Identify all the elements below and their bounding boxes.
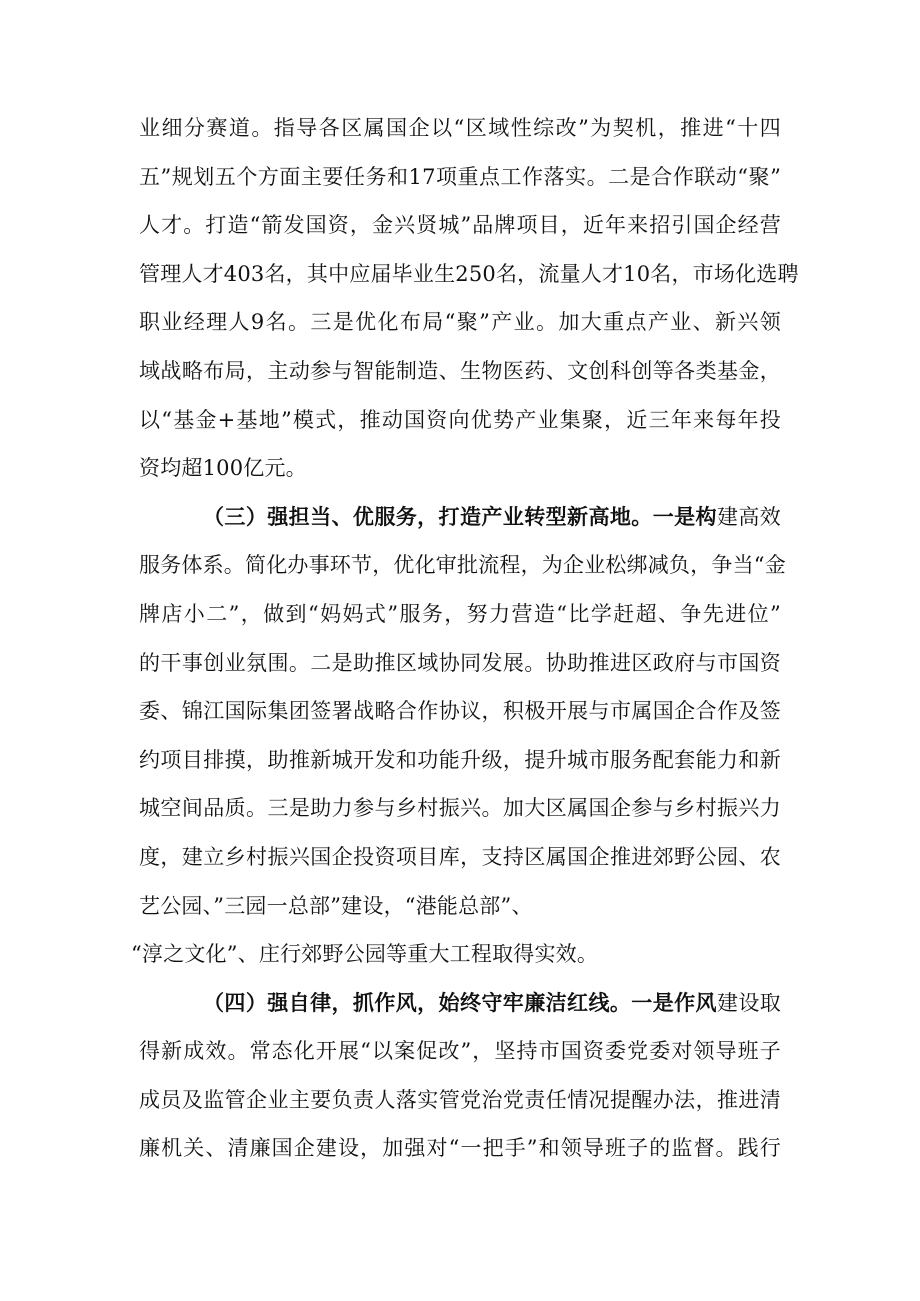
text-line: 管理人才403名，其中应届毕业生250名，流量人才10名，市场化选聘: [139, 261, 799, 286]
text-line: 的干事创业氛围。二是助推区域协同发展。协助推进区政府与市国资: [139, 650, 781, 675]
body-text: [131, 104, 799, 1173]
text-line: 牌店小二”，做到“妈妈式”服务，努力营造“比学赶超、争先进位”: [139, 601, 781, 626]
text-line: 得新成效。常态化开展“以案促改”，坚持市国资委党委对领导班子: [139, 1039, 781, 1064]
text-line: 成员及监管企业主要负责人落实管党治党责任情况提醒办法，推进清: [139, 1087, 781, 1112]
text-line: 城空间品质。三是助力参与乡村振兴。加大区属国企参与乡村振兴力: [139, 796, 781, 821]
text-span: 建设取: [716, 990, 781, 1015]
text-line: 职业经理人9名。三是优化布局“聚”产业。加大重点产业、新兴领: [139, 310, 781, 335]
text-line: 约项目排摸，助推新城开发和功能升级，提升城市服务配套能力和新: [139, 747, 781, 772]
text-line: 廉机关、清廉国企建设，加强对“一把手”和领导班子的监督。践行: [139, 1136, 781, 1161]
text-line: 人才。打造“箭发国资，金兴贤城”品牌项目，近年来招引国企经营: [139, 213, 781, 238]
text-line: 以“基金+基地”模式，推动国资向优势产业集聚，近三年来每年投: [139, 407, 781, 432]
text-line: 委、锦江国际集团签署战略合作协议，积极开展与市属国企合作及签: [139, 699, 781, 724]
text-line: 艺公园、”三园一总部”建设，“港能总部”、: [139, 893, 533, 918]
text-line: 域战略布局，主动参与智能制造、生物医药、文创科创等各类基金，: [139, 358, 781, 383]
text-line: 服务体系。简化办事环节，优化审批流程，为企业松绑减负，争当“金: [139, 553, 786, 578]
section-heading-line: [139, 979, 781, 1028]
text-span: 建高效: [716, 504, 781, 529]
text-line: 五”规划五个方面主要任务和17项重点工作落实。二是合作联动“聚”: [139, 164, 781, 189]
section-heading: （四）强自律，抓作风，始终守牢廉洁红线。一是作风: [203, 989, 717, 1015]
text-line: 度，建立乡村振兴国企投资项目库，支持区属国企推进郊野公园、农: [139, 844, 781, 869]
text-line: 业细分赛道。指导各区属国企以“区域性综改”为契机，推进“十四: [139, 116, 781, 140]
section-heading: （三）强担当、优服务，打造产业转型新高地。一是构: [203, 503, 717, 529]
section-heading-line: [139, 493, 781, 542]
text-line: “淳之文化”、庄行郊野公园等重大工程取得实效。: [131, 942, 599, 967]
text-line: 资均超100亿元。: [139, 456, 307, 481]
